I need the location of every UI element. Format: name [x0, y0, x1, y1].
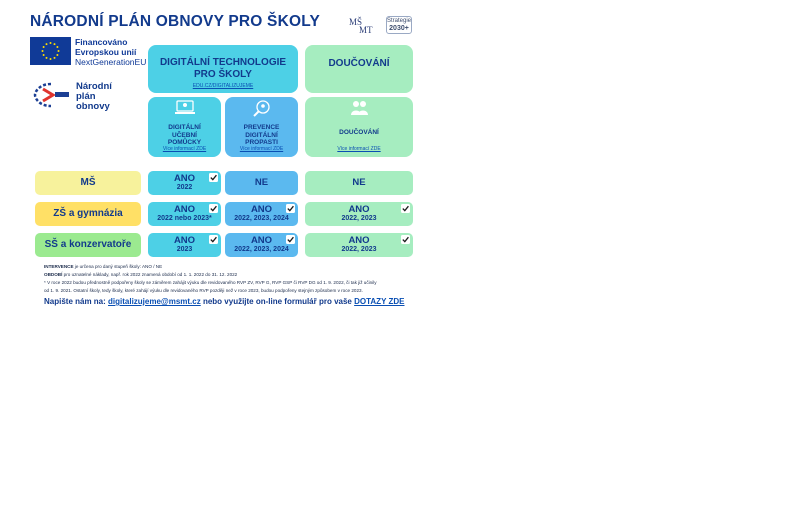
cell-zs-digital-aids: ANO 2022 nebo 2023*	[148, 202, 221, 226]
npo-logo-text: Národní plán obnovy	[76, 81, 112, 112]
footnotes: INTERVENCE je určena pro daný stupeň školy: ANO / NE OBDOBÍ pro uznatelné náklady, např. rok 2022 znamená období od 1. 1. 2022 do 31. 12. 2022 * V roce 2022 budou přednostně podpořeny školy se záměrem zahájit výuku dle revidovaného RVP ZV, RVP G, RVP GSP či RVP DG od 1. 9. 2022, či tak již učinily od 1. 9. 2021. Ostatní školy, tedy školy, které zahájí výuku dle revidovaného RVP později než v roce 2023, budou podpořeny stejným způsobem v roce 2023.	[44, 264, 377, 293]
digital-aids-card: DIGITÁLNÍ UČEBNÍ POMŮCKY Více informací ZDE	[148, 97, 221, 157]
checkmark-icon	[209, 204, 218, 213]
magnifier-person-icon	[251, 99, 273, 117]
digital-gap-more-info-link[interactable]: Více informací ZDE	[239, 146, 284, 152]
digital-gap-prevention-card: PREVENCE DIGITÁLNÍ PROPASTI Více informací ZDE	[225, 97, 298, 157]
edu-digitalizujeme-link[interactable]: EDU.CZ/DIGITALIZUJEME	[192, 83, 254, 89]
row-label-ms: MŠ	[35, 171, 141, 195]
cell-ms-digital-gap: NE	[225, 171, 298, 195]
checkmark-icon	[401, 235, 410, 244]
cell-ss-digital-aids: ANO 2023	[148, 233, 221, 257]
email-link[interactable]: digitalizujeme@msmt.cz	[108, 297, 201, 306]
row-label-zs-gymnazia: ZŠ a gymnázia	[35, 202, 141, 226]
checkmark-icon	[401, 204, 410, 213]
digital-technology-header: DIGITÁLNÍ TECHNOLOGIE PRO ŠKOLY EDU.CZ/DIGITALIZUJEME	[148, 45, 298, 93]
strategie-2030-logo: Strategie 2030+	[387, 18, 412, 32]
doucovani-card: DOUČOVÁNÍ Více informací ZDE	[305, 97, 413, 157]
checkmark-icon	[286, 204, 295, 213]
students-icon	[348, 99, 370, 117]
svg-text:MŠ: MŠ	[349, 17, 363, 27]
cell-ss-digital-gap: ANO 2022, 2023, 2024	[225, 233, 298, 257]
questions-form-link[interactable]: DOTAZY ZDE	[354, 297, 405, 306]
eu-funding-text: Financováno Evropskou unií NextGenerationEU	[75, 37, 147, 67]
msmt-logo	[347, 15, 377, 35]
checkmark-icon	[286, 235, 295, 244]
cell-ss-doucovani: ANO 2022, 2023	[305, 233, 413, 257]
laptop-teacher-icon	[174, 99, 196, 117]
row-label-ss-konzervatore: SŠ a konzervatoře	[35, 233, 141, 257]
cell-zs-doucovani: ANO 2022, 2023	[305, 202, 413, 226]
page-title: NÁRODNÍ PLÁN OBNOVY PRO ŠKOLY	[30, 13, 321, 30]
doucovani-more-info-link[interactable]: Více informací ZDE	[337, 146, 381, 152]
checkmark-icon	[209, 235, 218, 244]
contact-line: Napište nám na: digitalizujeme@msmt.cz nebo využijte on-line formulář pro vaše DOTAZY ZDE	[44, 297, 405, 306]
eu-flag-icon	[30, 37, 71, 65]
checkmark-icon	[209, 173, 218, 182]
svg-text:MT: MT	[359, 25, 373, 35]
cell-zs-digital-gap: ANO 2022, 2023, 2024	[225, 202, 298, 226]
doucovani-header: DOUČOVÁNÍ	[305, 45, 413, 93]
cell-ms-digital-aids: ANO 2022	[148, 171, 221, 195]
digital-aids-more-info-link[interactable]: Více informací ZDE	[162, 146, 207, 152]
cell-ms-doucovani: NE	[305, 171, 413, 195]
npo-logo-icon	[33, 80, 73, 110]
